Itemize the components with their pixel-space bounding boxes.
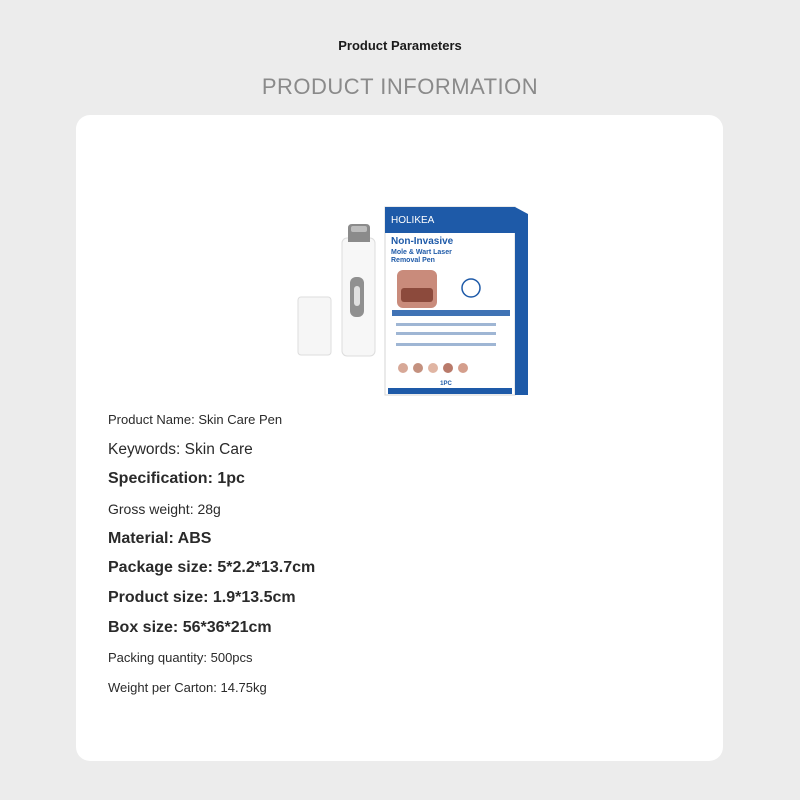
box-count: 1PC (440, 381, 452, 387)
param-product-name: Product Name: Skin Care Pen (108, 412, 283, 428)
page-title: Product Parameters (338, 38, 462, 53)
param-package-size: Package size: 5*2.2*13.7cm (108, 559, 316, 577)
param-specification: Specification: 1pc (108, 470, 245, 488)
box-brand: HOLIKEA (391, 215, 435, 226)
param-weight-per-carton: Weight per Carton: 14.75kg (108, 679, 267, 695)
param-gross-weight: Gross weight: 28g (108, 500, 221, 517)
section-subtitle: PRODUCT INFORMATION (261, 74, 539, 99)
param-material: Material: ABS (108, 529, 212, 547)
param-packing-quantity: Packing quantity: 500pcs (108, 649, 253, 665)
pen-cap (298, 297, 331, 355)
box-subtitle: Mole & Wart Laser (391, 249, 452, 256)
product-info-card (76, 115, 723, 761)
product-image (296, 160, 526, 387)
param-box-size: Box size: 56*36*21cm (108, 618, 272, 636)
param-keywords: Keywords: Skin Care (108, 440, 253, 458)
product-box (385, 207, 528, 395)
param-product-size: Product size: 1.9*13.5cm (108, 588, 296, 606)
parameter-list (108, 405, 528, 702)
box-title: Non-Invasive (391, 236, 454, 247)
box-subtitle2: Removal Pen (391, 257, 435, 264)
